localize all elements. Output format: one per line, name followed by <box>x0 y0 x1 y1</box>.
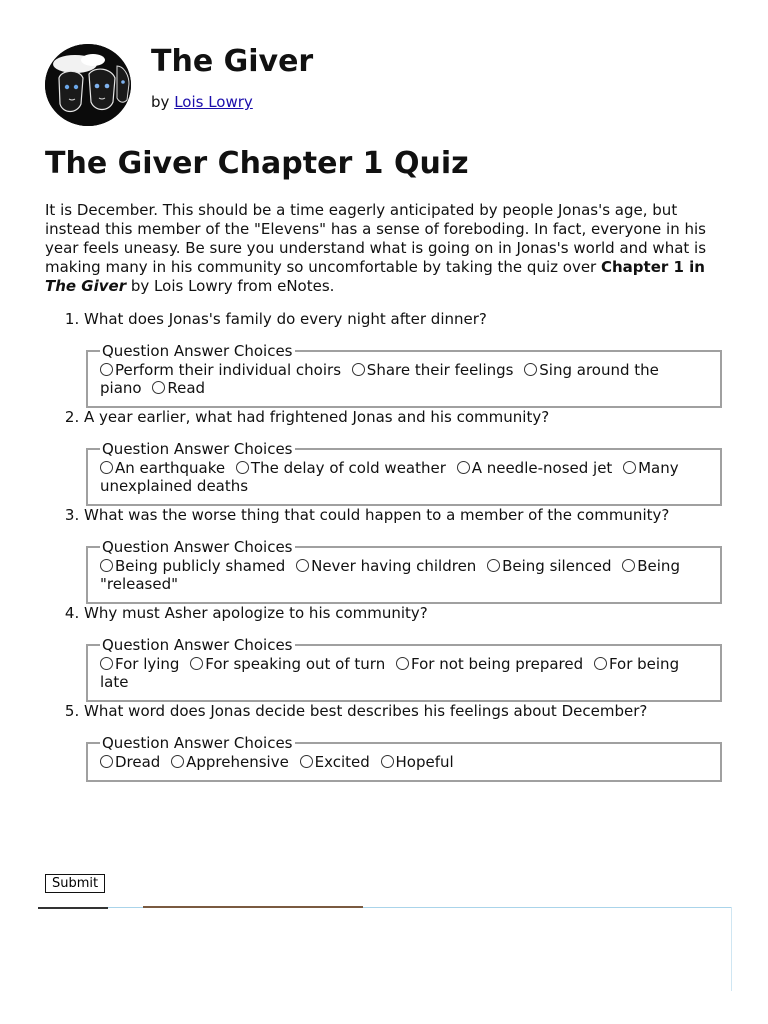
radio-button[interactable] <box>100 559 113 572</box>
choice-option[interactable] <box>171 753 289 771</box>
question-list <box>45 310 764 782</box>
choice-label: Perform their individual choirs <box>115 361 342 379</box>
answer-choices-legend: Question Answer Choices <box>102 538 293 556</box>
radio-button[interactable] <box>171 755 184 768</box>
question-text: A year earlier, what had frightened Jonas and his community? <box>84 408 550 426</box>
question-2 <box>84 408 764 506</box>
choice-label: Many unexplained deaths <box>100 459 679 495</box>
choice-label: For not being prepared <box>411 655 584 673</box>
choice-label: For lying <box>115 655 180 673</box>
choice-option[interactable] <box>152 379 205 397</box>
radio-button[interactable] <box>152 381 165 394</box>
radio-button[interactable] <box>300 755 313 768</box>
choice-option[interactable] <box>100 655 679 691</box>
byline <box>151 93 253 111</box>
choice-label: An earthquake <box>115 459 226 477</box>
choice-label: Apprehensive <box>186 753 289 771</box>
choice-option[interactable] <box>190 655 385 673</box>
submit-button[interactable]: Submit <box>45 874 105 893</box>
answer-choices-legend: Question Answer Choices <box>102 734 293 752</box>
choice-label: The delay of cold weather <box>250 459 446 477</box>
choice-label: For speaking out of turn <box>205 655 386 673</box>
author-link[interactable]: Lois Lowry <box>174 93 253 111</box>
choice-option[interactable] <box>352 361 514 379</box>
answer-choices-legend: Question Answer Choices <box>102 636 293 654</box>
intro-bold-text: Chapter 1 in <box>601 258 705 276</box>
choice-label: Never having children <box>311 557 477 575</box>
question-3 <box>84 506 764 604</box>
intro-book-title: The Giver <box>45 277 127 295</box>
radio-button[interactable] <box>594 657 607 670</box>
question-text: Why must Asher apologize to his community? <box>84 604 428 622</box>
question-1 <box>84 310 764 408</box>
answer-choices-legend: Question Answer Choices <box>102 342 293 360</box>
choice-option[interactable] <box>296 557 476 575</box>
radio-button[interactable] <box>296 559 309 572</box>
choice-option[interactable] <box>100 361 341 379</box>
quiz-title: The Giver Chapter 1 Quiz <box>45 146 469 181</box>
intro-text: It is December. This should be a time eagerly anticipated by people Jonas's age, but instead this member of the "Elevens" has a sense of foreboding. In fact, everyone in his year feels uneasy. Be sure you understand what is going on in Jonas's world and what is making many in his community so uncomfortable by taking the quiz over <box>45 201 707 276</box>
radio-button[interactable] <box>100 755 113 768</box>
question-5 <box>84 702 764 782</box>
book-title: The Giver <box>151 44 314 79</box>
question-4 <box>84 604 764 702</box>
radio-button[interactable] <box>457 461 470 474</box>
choice-label: Share their feelings <box>366 361 514 379</box>
answer-choices <box>86 734 722 782</box>
choice-label: Hopeful <box>395 753 454 771</box>
choice-label: Excited <box>314 753 370 771</box>
radio-button[interactable] <box>381 755 394 768</box>
radio-button[interactable] <box>100 461 113 474</box>
footer-divider-dark <box>38 907 108 909</box>
radio-button[interactable] <box>236 461 249 474</box>
radio-button[interactable] <box>100 657 113 670</box>
radio-button[interactable] <box>487 559 500 572</box>
answer-choices-legend: Question Answer Choices <box>102 440 293 458</box>
book-cover-image[interactable] <box>45 44 131 126</box>
book-header <box>45 44 725 126</box>
choice-label: Dread <box>115 753 161 771</box>
choice-option[interactable] <box>100 557 285 575</box>
choice-option[interactable] <box>100 655 179 673</box>
choice-option[interactable] <box>236 459 446 477</box>
choice-option[interactable] <box>100 459 225 477</box>
radio-button[interactable] <box>524 363 537 376</box>
quiz-intro <box>45 201 725 296</box>
radio-button[interactable] <box>396 657 409 670</box>
choice-option[interactable] <box>300 753 370 771</box>
choice-label: Being silenced <box>502 557 612 575</box>
answer-choices <box>86 636 722 702</box>
answer-choices <box>86 440 722 506</box>
radio-button[interactable] <box>190 657 203 670</box>
intro-tail: by Lois Lowry from eNotes. <box>126 277 335 295</box>
choice-label: For being late <box>100 655 680 691</box>
answer-choices <box>86 538 722 604</box>
radio-button[interactable] <box>352 363 365 376</box>
question-text: What was the worse thing that could happen to a member of the community? <box>84 506 670 524</box>
choice-option[interactable] <box>100 753 160 771</box>
footer-frame-edge <box>731 907 732 991</box>
byline-prefix: by <box>151 93 170 111</box>
radio-button[interactable] <box>623 461 636 474</box>
choice-label: Read <box>167 379 206 397</box>
choice-label: A needle-nosed jet <box>471 459 613 477</box>
choice-label: Sing around the piano <box>100 361 659 397</box>
choice-option[interactable] <box>457 459 613 477</box>
question-text: What word does Jonas decide best describes his feelings about December? <box>84 702 648 720</box>
book-cover-art <box>45 44 131 126</box>
answer-choices <box>86 342 722 408</box>
footer-image-edge <box>143 906 363 908</box>
radio-button[interactable] <box>100 363 113 376</box>
choice-label: Being "released" <box>100 557 680 593</box>
choice-option[interactable] <box>396 655 583 673</box>
choice-label: Being publicly shamed <box>115 557 286 575</box>
question-text: What does Jonas's family do every night after dinner? <box>84 310 487 328</box>
choice-option[interactable] <box>487 557 611 575</box>
radio-button[interactable] <box>622 559 635 572</box>
choice-option[interactable] <box>381 753 454 771</box>
